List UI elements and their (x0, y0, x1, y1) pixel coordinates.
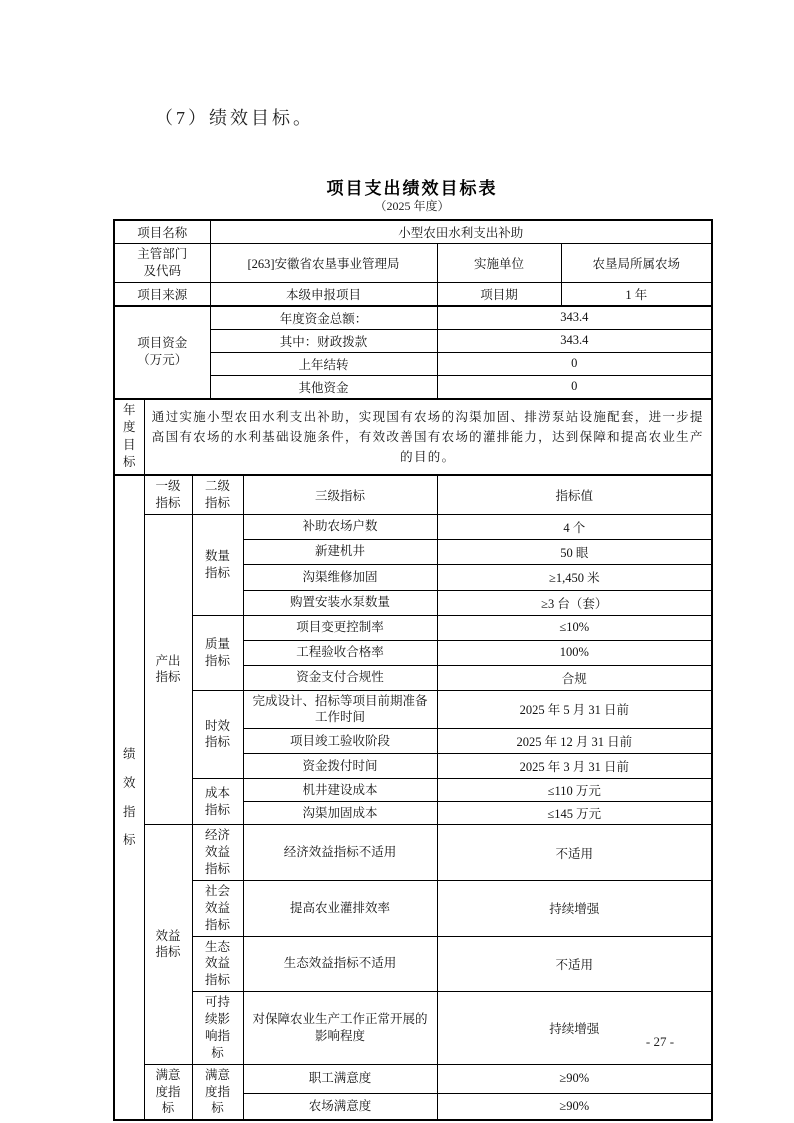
source-value: 本级申报项目 (210, 282, 437, 306)
table-row (114, 825, 712, 881)
period-label: 项目期 (437, 282, 561, 306)
subgroup-label-timeliness: 时效指标 (192, 690, 243, 779)
header-value: 指标值 (437, 475, 712, 514)
project-name-label: 项目名称 (114, 220, 210, 244)
indicator-value: ≥90% (437, 1064, 712, 1093)
indicator-value: 不适用 (437, 825, 712, 881)
indicator-value: 100% (437, 640, 712, 665)
group-label-benefit: 效益指标 (144, 825, 192, 1064)
indicator-name: 项目变更控制率 (243, 615, 437, 640)
group-label-satisfaction: 满意度指标 (144, 1064, 192, 1120)
subgroup-label-quantity: 数量指标 (192, 514, 243, 615)
table-row (114, 690, 712, 729)
table-row (114, 282, 712, 306)
funding-row-value: 343.4 (437, 306, 712, 330)
table-row (114, 244, 712, 283)
funding-row-value: 0 (437, 375, 712, 399)
annual-goal-label: 年度目标 (114, 399, 144, 475)
indicator-value: 2025 年 3 月 31 日前 (437, 754, 712, 779)
indicator-name: 资金支付合规性 (243, 665, 437, 690)
indicator-value: 4 个 (437, 514, 712, 539)
table-row (114, 514, 712, 539)
header-l1: 一级指标 (144, 475, 192, 514)
indicator-value: 2025 年 12 月 31 日前 (437, 729, 712, 754)
indicator-name: 资金拨付时间 (243, 754, 437, 779)
dept-label: 主管部门及代码 (114, 244, 210, 283)
indicator-value: ≥90% (437, 1093, 712, 1120)
subgroup-label-sustainability: 可持续影响指标 (192, 992, 243, 1065)
table-row (114, 880, 712, 936)
indicator-value: 2025 年 5 月 31 日前 (437, 690, 712, 729)
funding-row-name: 其他资金 (210, 375, 437, 399)
project-name-value: 小型农田水利支出补助 (210, 220, 712, 244)
header-l2: 二级指标 (192, 475, 243, 514)
header-l3: 三级指标 (243, 475, 437, 514)
indicator-name: 沟渠维修加固 (243, 564, 437, 590)
subgroup-label-quality: 质量指标 (192, 615, 243, 690)
impl-unit-label: 实施单位 (437, 244, 561, 283)
indicator-name: 补助农场户数 (243, 514, 437, 539)
table-row (114, 936, 712, 992)
table-row (114, 306, 712, 330)
funding-row-value: 343.4 (437, 329, 712, 352)
indicator-value: ≤145 万元 (437, 802, 712, 825)
indicator-name: 对保障农业生产工作正常开展的影响程度 (243, 992, 437, 1065)
indicator-value: ≥1,450 米 (437, 564, 712, 590)
indicator-value: ≤110 万元 (437, 779, 712, 802)
funding-row-name: 其中：财政拨款 (210, 329, 437, 352)
funding-row-name: 上年结转 (210, 352, 437, 375)
indicator-name: 机井建设成本 (243, 779, 437, 802)
subgroup-label-economic: 经济效益指标 (192, 825, 243, 881)
indicator-name: 项目竣工验收阶段 (243, 729, 437, 754)
indicator-value: 50 眼 (437, 539, 712, 564)
indicator-name: 沟渠加固成本 (243, 802, 437, 825)
indicator-value: 持续增强 (437, 992, 712, 1065)
table-title: 项目支出绩效目标表 (326, 179, 498, 198)
section-heading: （7）绩效目标。 (155, 108, 314, 128)
indicator-name: 完成设计、招标等项目前期准备工作时间 (243, 690, 437, 729)
indicator-value: ≥3 台（套） (437, 590, 712, 615)
funding-label: 项目资金（万元） (114, 306, 210, 399)
indicator-name: 经济效益指标不适用 (243, 825, 437, 881)
funding-row-value: 0 (437, 352, 712, 375)
indicator-name: 职工满意度 (243, 1064, 437, 1093)
funding-row-name: 年度资金总额： (210, 306, 437, 330)
period-value: 1 年 (561, 282, 712, 306)
table-row (114, 779, 712, 802)
indicator-value: 合规 (437, 665, 712, 690)
group-label-output: 产出指标 (144, 514, 192, 825)
page-number: - 27 - (645, 1034, 675, 1049)
table-row (114, 1064, 712, 1093)
subgroup-label-ecological: 生态效益指标 (192, 936, 243, 992)
table-row (114, 615, 712, 640)
table-row (114, 220, 712, 244)
impl-unit-value: 农垦局所属农场 (561, 244, 712, 283)
subgroup-label-cost: 成本指标 (192, 779, 243, 825)
table-row (114, 475, 712, 514)
indicator-name: 购置安装水泵数量 (243, 590, 437, 615)
performance-target-table (113, 219, 713, 1121)
table-subtitle: （2025 年度） (374, 199, 450, 213)
subgroup-label-social: 社会效益指标 (192, 880, 243, 936)
indicator-name: 提高农业灌排效率 (243, 880, 437, 936)
indicator-name: 生态效益指标不适用 (243, 936, 437, 992)
dept-value: [263]安徽省农垦事业管理局 (210, 244, 437, 283)
subgroup-label-satisfaction: 满意度指标 (192, 1064, 243, 1120)
indicator-name: 工程验收合格率 (243, 640, 437, 665)
annual-goal-text: 通过实施小型农田水利支出补助，实现国有农场的沟渠加固、排涝泵站设施配套，进一步提高国有农场的水利基础设施条件，有效改善国有农场的灌排能力，达到保障和提高农业生产的目的。 (144, 399, 712, 475)
indicator-value: 持续增强 (437, 880, 712, 936)
table-row (114, 399, 712, 475)
indicator-value: ≤10% (437, 615, 712, 640)
indicator-name: 新建机井 (243, 539, 437, 564)
indicator-value: 不适用 (437, 936, 712, 992)
table-row (114, 992, 712, 1065)
indicator-name: 农场满意度 (243, 1093, 437, 1120)
source-label: 项目来源 (114, 282, 210, 306)
indicators-side-label: 绩效指标 (114, 475, 144, 1121)
